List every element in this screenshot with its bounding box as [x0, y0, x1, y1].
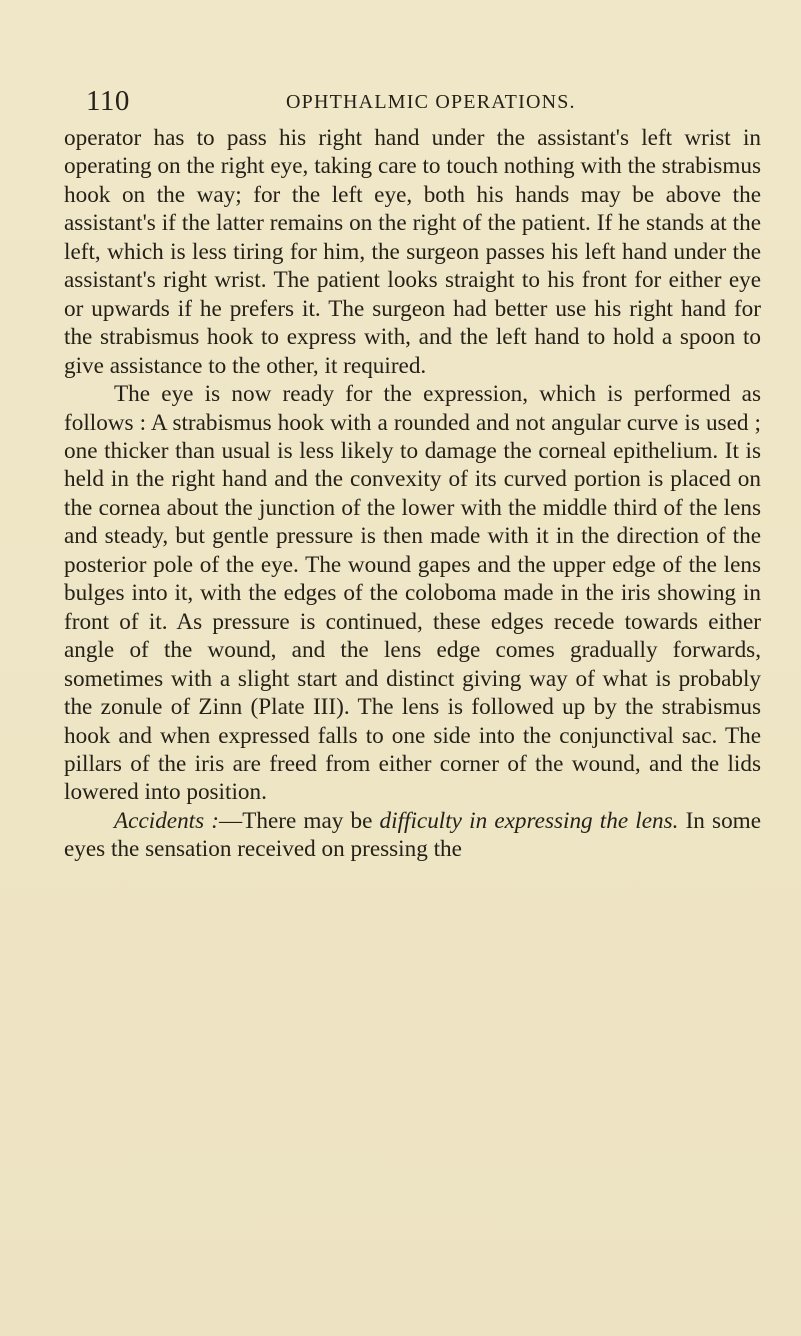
accidents-italic-phrase: difficulty in expressing the lens. — [379, 807, 679, 834]
accidents-continuation: In some eyes the sensation received on pressing the — [64, 807, 761, 863]
running-title: OPHTHALMIC OPERATIONS. — [286, 91, 576, 113]
page-number: 110 — [86, 85, 130, 117]
paragraph-continuation: operator has to pass his right hand under the assistant's left wrist in operating on the right eye, taking care to touch nothing with the strabismus hook on the way; for the left eye, both his hands may be above the assistant's if the latter remains on the right of the patient. If he stands at the left, which is less tiring for him, the surgeon passes his left hand under the assistant's right wrist. The patient looks straight to his front for either eye or upwards if he prefers it. The surgeon had better use his right hand for the strabismus hook to express with, and the left hand to hold a spoon to give assistance to the other, it required. — [64, 125, 761, 379]
em-dash: — — [219, 807, 243, 834]
paragraph-expression: The eye is now ready for the expression, which is performed as follows : A strabismus hook with a rounded and not angular curve is used ; one thicker than usual is less likely to damage the corneal epithelium. It is held in the right hand and the convexity of its curved portion is placed on the cornea about the junction of the lower with the middle third of the lens and steady, but gentle pressure is then made with it in the direction of the posterior pole of the eye. The wound gapes and the upper edge of the lens bulges into it, with the edges of the coloboma made in the iris showing in front of it. As pressure is continued, these edges recede towards either angle of the wound, and the lens edge comes gradually forwards, sometimes with a slight start and distinct giving way of what is probably the zonule of Zinn (Plate III). The lens is followed up by the strabismus hook and when expressed falls to one side into the conjunctival sac. The pillars of the iris are freed from either corner of the wound, and the lids lowered into position. — [64, 381, 761, 806]
accidents-intro: There may be — [242, 807, 380, 834]
body-text — [64, 124, 761, 864]
accidents-heading: Accidents : — [114, 807, 220, 834]
paragraph-accidents — [64, 807, 761, 864]
running-head — [64, 84, 761, 118]
